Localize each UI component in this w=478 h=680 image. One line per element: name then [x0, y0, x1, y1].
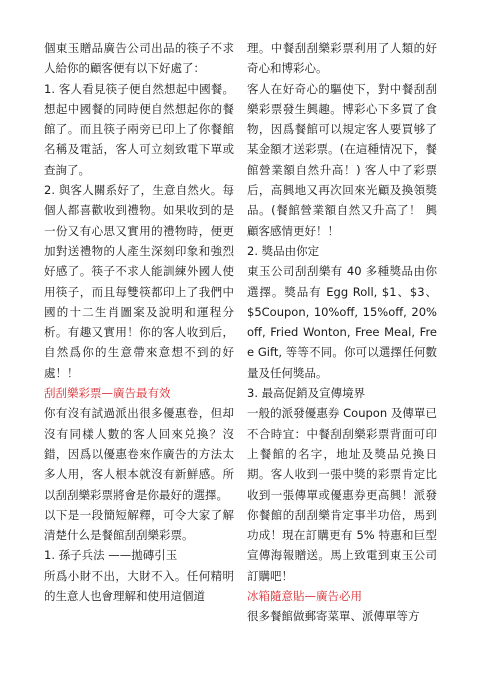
- right-para-promotion: 一般的派發優惠券 Coupon 及傳單已不合時宜：中餐刮刮樂彩票背面可印上餐館的名字，地址及獎品兑換日期。客人收到一張中獎的彩票肯定比收到一張傳單或優惠券更高興！派發你餐館的刮刮樂肯定事半功倍，馬到功成！現在訂購更有 5% 特惠和巨型宣傳海報贈送。馬上致電到東玉公司訂購吧！: [247, 406, 437, 583]
- left-para-benefit-1: 1. 客人看見筷子便自然想起中國餐。想起中國餐的同時便自然想起你的餐館了。而且筷子兩旁已印上了你餐館名稱及電話，客人可立刻致電下單或查詢了。: [44, 81, 234, 177]
- right-para-point-3-title: 3. 最高促銷及宣傳境界: [247, 386, 366, 401]
- right-para-curiosity: 客人在好奇心的驅使下，對中餐刮刮樂彩票發生興趣。博彩心下多買了食物，因爲餐館可以規定客人要買够了某金額才送彩票。(在這種情况下，餐館營業額自然升高！) 客人中了彩票后，高興地又再次回來光顧及換領獎品。(餐館營業額自然又升高了！ 興顧客感情更好！！: [247, 81, 437, 238]
- left-para-coupon: 你有沒有試過派出很多優惠卷，但却沒有同樣人數的客人回來兑換？沒錯，因爲以優惠卷來作廣告的方法太多人用，客人根本就沒有新鮮感。所以刮刮樂彩票將會是你最好的選擇。: [44, 406, 234, 502]
- left-para-intro: 個東玉贈品廣告公司出品的筷子不求人給你的顧客便有以下好處了：: [44, 41, 234, 76]
- section-heading-fridge-magnet: 冰箱隨意貼—廣告必用: [247, 589, 362, 604]
- right-para-prizes: 東玉公司刮刮樂有 40 多種獎品由你選擇。獎品有 Egg Roll, $1、$3、$5Coupon, 10%off, 15%off, 20%off, Fried Wonton, Free Meal, Free Gift, 等等不同。你可以選擇任何數量及任何獎品。: [247, 264, 437, 380]
- right-para-continue: 理。中餐刮刮樂彩票利用了人類的好奇心和博彩心。: [247, 41, 437, 76]
- right-para-point-2-title: 2. 獎品由你定: [247, 243, 320, 258]
- left-para-point-1-title: 1. 孫子兵法 ——拋磚引玉: [44, 548, 178, 563]
- left-para-explain: 以下是一段簡短解釋，可令大家了解清楚什么是餐館刮刮樂彩票。: [44, 507, 234, 543]
- left-column: [44, 38, 234, 606]
- left-para-benefit-2: 2. 與客人關系好了，生意自然火。每個人都喜歡收到禮物。如果收到的是一份又有心思又實用的禮物時，便更加對送禮物的人產生深刻印象和強烈好感了。筷子不求人能訓練外國人使用筷子，而且每雙筷都印上了我們中國的十二生肖圖案及說明和運程分析。有趣又實用！你的客人收到后，自然爲你的生意帶來意想不到的好處！！: [44, 183, 234, 380]
- section-heading-scratch-lottery: 刮刮樂彩票—廣告最有效: [44, 386, 171, 401]
- left-para-point-1-body: 所爲小財不出，大財不入。任何精明的生意人也會理解和使用這個道: [44, 568, 234, 604]
- right-para-mailing: 很多餐館做郵寄菜單、派傳單等方: [247, 609, 420, 624]
- right-column: [247, 38, 437, 627]
